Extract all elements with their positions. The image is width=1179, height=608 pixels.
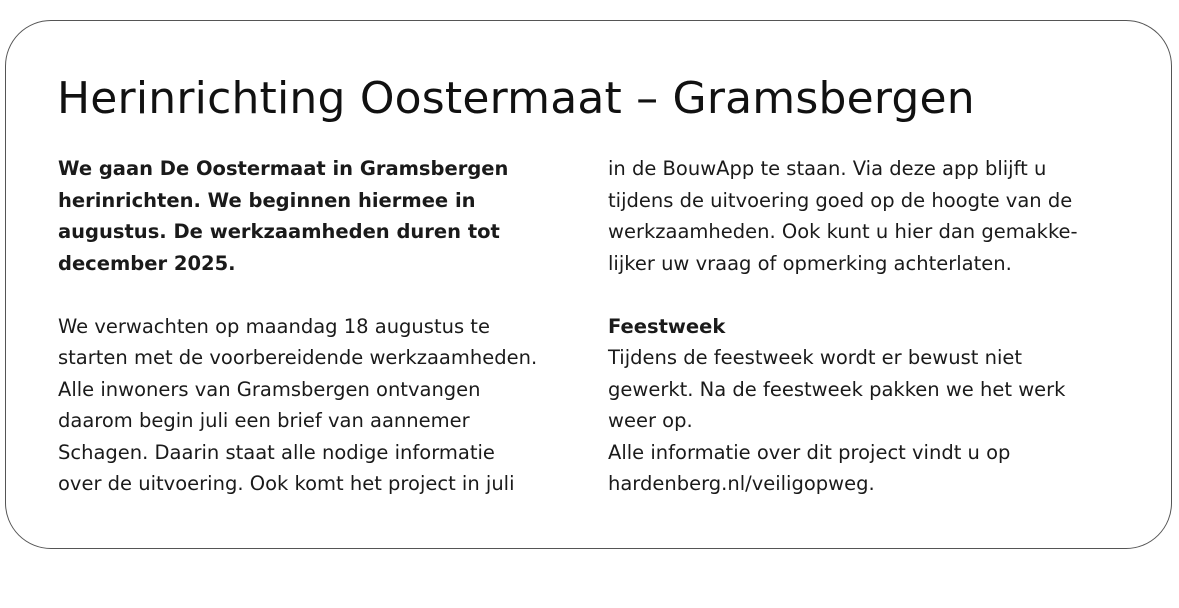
body-line: lijker uw vraag of opmerking achterlaten. — [608, 251, 1012, 275]
body-line: werkzaamheden. Ook kunt u hier dan gemakke- — [608, 220, 1078, 243]
section-heading: Feestweek — [608, 314, 726, 338]
body-line: tijdens de uitvoering goed op de hoogte van de — [608, 188, 1073, 212]
body-paragraph-right — [608, 153, 1153, 279]
feestweek-section — [608, 311, 1153, 500]
section-line: gewerkt. Na de feestweek pakken we het werk — [608, 377, 1066, 401]
body-line: Schagen. Daarin staat alle nodige informatie — [58, 440, 495, 464]
body-line: over de uitvoering. Ook komt het project in juli — [58, 472, 515, 495]
body-line: Alle inwoners van Gramsbergen ontvangen — [58, 377, 481, 401]
section-line: Alle informatie over dit project vindt u op — [608, 440, 1011, 464]
body-paragraph-left — [58, 311, 578, 500]
body-line: daarom begin juli een brief van aannemer — [58, 409, 470, 432]
body-line: We verwachten op maandag 18 augustus te — [58, 314, 490, 338]
right-column — [608, 153, 1153, 500]
paragraph-gap — [608, 279, 1153, 311]
paragraph-gap — [58, 279, 578, 311]
section-line: hardenberg.nl/veiligopweg. — [608, 472, 875, 495]
intro-paragraph — [58, 153, 578, 279]
body-line: in de BouwApp te staan. Via deze app blijft u — [608, 157, 1047, 180]
intro-line: herinrichten. We beginnen hiermee in — [58, 188, 476, 212]
intro-line: We gaan De Oostermaat in Gramsbergen — [58, 157, 509, 180]
left-column — [58, 153, 578, 500]
body-line: starten met de voorbereidende werkzaamheden. — [58, 346, 538, 369]
page-title: Herinrichting Oostermaat – Gramsbergen — [57, 73, 975, 124]
intro-line: december 2025. — [58, 251, 236, 275]
intro-line: augustus. De werkzaamheden duren tot — [58, 220, 500, 243]
section-line: weer op. — [608, 409, 693, 432]
section-line: Tijdens de feestweek wordt er bewust niet — [608, 346, 1023, 369]
